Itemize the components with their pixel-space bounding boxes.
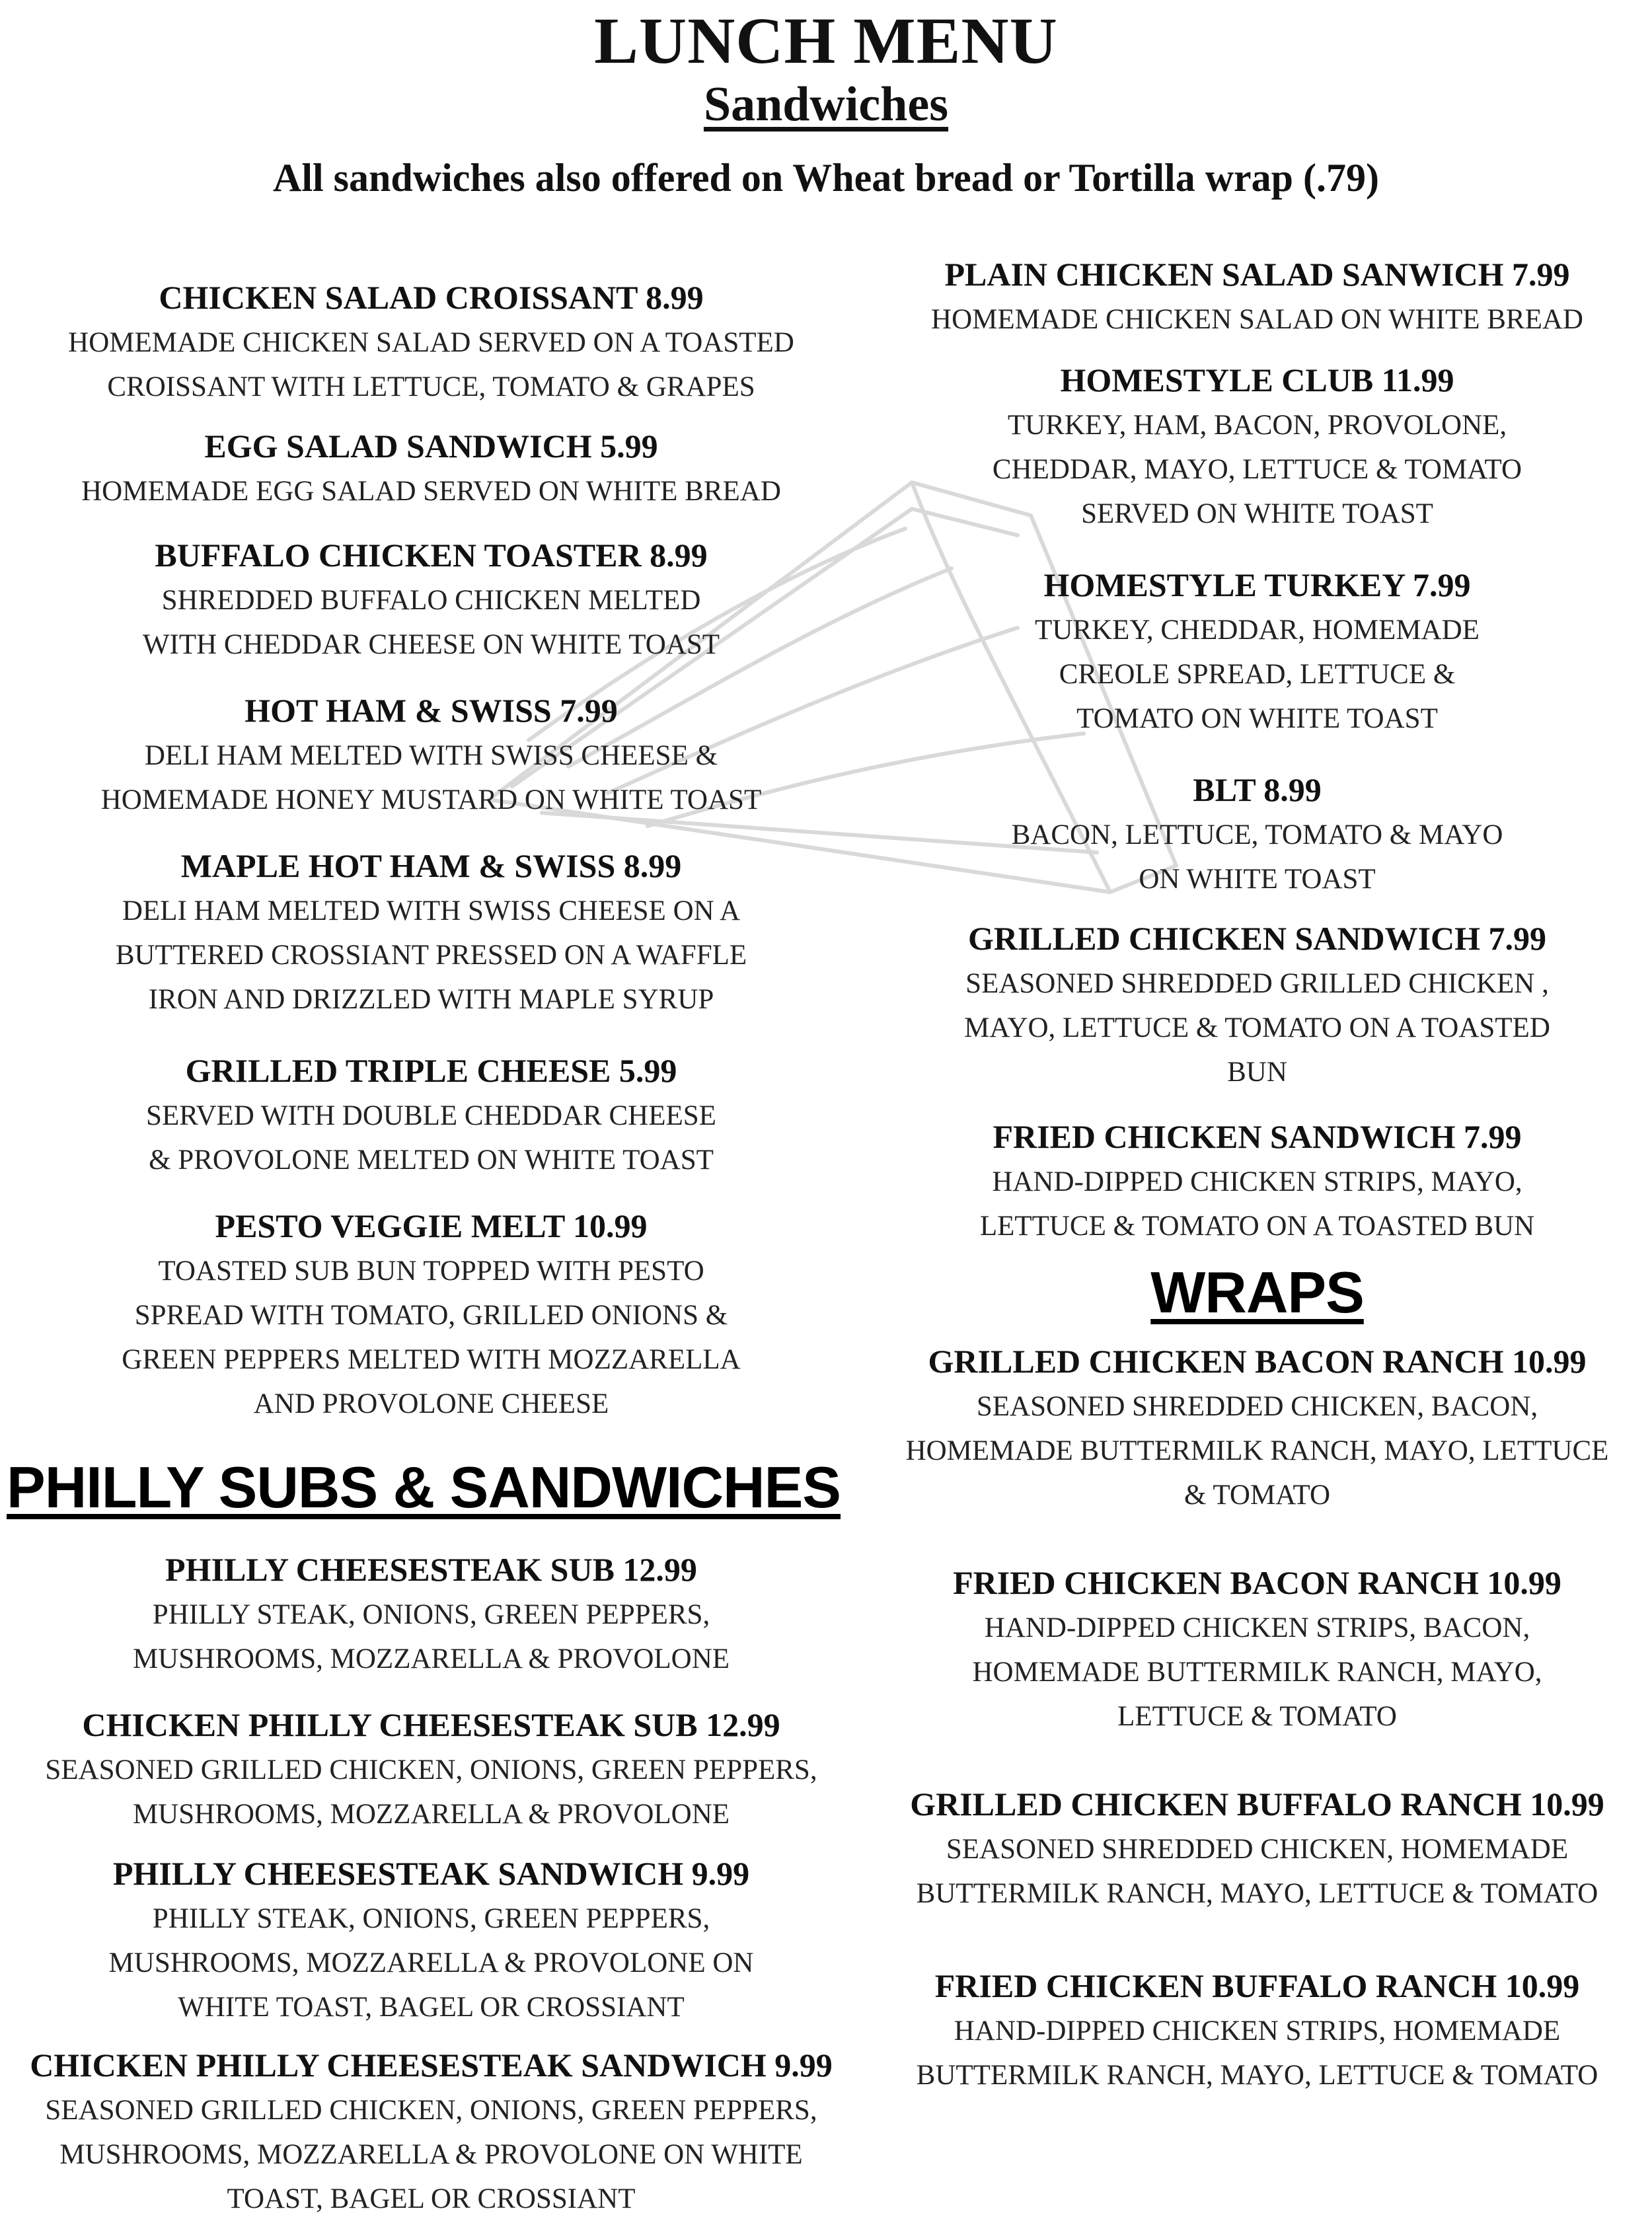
- menu-item-description: [862, 813, 1652, 901]
- menu-item-description: [0, 2088, 862, 2221]
- menu-item-name: EGG SALAD SANDWICH 5.99: [204, 428, 658, 465]
- description-line: BUTTERED CROSSIANT PRESSED ON A WAFFLE: [115, 940, 747, 971]
- description-line: LETTUCE & TOMATO: [1117, 1701, 1397, 1732]
- menu-item-description: [0, 469, 862, 513]
- menu-item: [862, 357, 1652, 536]
- menu-item-name: HOT HAM & SWISS 7.99: [244, 692, 618, 729]
- menu-item: [0, 1702, 862, 1836]
- page-subtitle: Sandwiches: [703, 77, 949, 132]
- menu-item-name: PHILLY CHEESESTEAK SUB 12.99: [165, 1551, 697, 1588]
- description-line: CHEDDAR, MAYO, LETTUCE & TOMATO: [992, 454, 1522, 485]
- description-line: HAND-DIPPED CHICKEN STRIPS, HOMEMADE: [954, 2015, 1561, 2047]
- description-line: TURKEY, CHEDDAR, HOMEMADE: [1035, 615, 1480, 646]
- description-line: TOMATO ON WHITE TOAST: [1076, 703, 1438, 734]
- menu-item-description: [0, 1094, 862, 1182]
- menu-item-name: HOMESTYLE TURKEY 7.99: [1043, 566, 1471, 603]
- description-line: HOMEMADE CHICKEN SALAD SERVED ON A TOASTED: [68, 327, 794, 358]
- description-line: HOMEMADE HONEY MUSTARD ON WHITE TOAST: [100, 784, 762, 815]
- menu-item-description: [862, 608, 1652, 741]
- wraps-section-title: WRAPS: [1150, 1260, 1364, 1325]
- menu-item: [0, 1047, 862, 1182]
- menu-item: [0, 532, 862, 667]
- description-line: SHREDDED BUFFALO CHICKEN MELTED: [161, 585, 701, 616]
- menu-item: [0, 1546, 862, 1681]
- description-line: IRON AND DRIZZLED WITH MAPLE SYRUP: [148, 984, 714, 1015]
- description-line: LETTUCE & TOMATO ON A TOASTED BUN: [979, 1211, 1535, 1242]
- menu-item: [862, 1113, 1652, 1248]
- menu-item-name: GRILLED TRIPLE CHEESE 5.99: [185, 1052, 677, 1089]
- menu-item-description: [862, 1384, 1652, 1517]
- description-line: HOMEMADE EGG SALAD SERVED ON WHITE BREAD: [81, 476, 781, 507]
- menu-item-description: [0, 889, 862, 1022]
- menu-item-description: [862, 1160, 1652, 1248]
- description-line: SEASONED GRILLED CHICKEN, ONIONS, GREEN PEPPERS,: [45, 1754, 817, 1786]
- bread-option-note: All sandwiches also offered on Wheat bread or Tortilla wrap (.79): [273, 156, 1379, 200]
- menu-item: [862, 767, 1652, 901]
- menu-item-name: MAPLE HOT HAM & SWISS 8.99: [180, 847, 682, 884]
- menu-item-name: GRILLED CHICKEN BUFFALO RANCH 10.99: [910, 1786, 1604, 1823]
- description-line: SERVED ON WHITE TOAST: [1081, 498, 1433, 529]
- description-line: SPREAD WITH TOMATO, GRILLED ONIONS &: [134, 1300, 728, 1331]
- menu-item: [862, 562, 1652, 741]
- description-line: BUTTERMILK RANCH, MAYO, LETTUCE & TOMATO: [916, 1878, 1598, 1909]
- menu-item-description: [862, 403, 1652, 536]
- menu-item: [0, 843, 862, 1022]
- menu-item: [0, 1850, 862, 2029]
- description-line: SEASONED GRILLED CHICKEN, ONIONS, GREEN PEPPERS,: [45, 2095, 817, 2126]
- menu-item-name: BLT 8.99: [1193, 771, 1322, 808]
- menu-item-description: [0, 578, 862, 667]
- menu-item-description: [862, 1827, 1652, 1916]
- description-line: CROISSANT WITH LETTUCE, TOMATO & GRAPES: [107, 371, 755, 402]
- description-line: SEASONED SHREDDED CHICKEN, BACON,: [976, 1391, 1538, 1422]
- philly-section-title: PHILLY SUBS & SANDWICHES: [7, 1454, 841, 1520]
- menu-item-name: PLAIN CHICKEN SALAD SANWICH 7.99: [944, 256, 1570, 293]
- menu-item: [0, 687, 862, 822]
- description-line: SERVED WITH DOUBLE CHEDDAR CHEESE: [146, 1100, 716, 1131]
- description-line: & TOMATO: [1183, 1480, 1331, 1511]
- menu-item-name: BUFFALO CHICKEN TOASTER 8.99: [155, 537, 708, 574]
- description-line: HAND-DIPPED CHICKEN STRIPS, BACON,: [984, 1612, 1530, 1643]
- description-line: HOMEMADE BUTTERMILK RANCH, MAYO,: [972, 1657, 1542, 1688]
- menu-item-name: CHICKEN SALAD CROISSANT 8.99: [159, 279, 704, 316]
- menu-item-name: CHICKEN PHILLY CHEESESTEAK SANDWICH 9.99: [30, 2047, 833, 2084]
- menu-item-name: PESTO VEGGIE MELT 10.99: [215, 1207, 648, 1244]
- menu-item-description: [0, 1249, 862, 1426]
- menu-item-name: GRILLED CHICKEN BACON RANCH 10.99: [928, 1343, 1587, 1380]
- menu-item-description: [862, 297, 1652, 342]
- menu-item-name: HOMESTYLE CLUB 11.99: [1060, 361, 1454, 398]
- description-line: HAND-DIPPED CHICKEN STRIPS, MAYO,: [992, 1166, 1522, 1197]
- description-line: TOASTED SUB BUN TOPPED WITH PESTO: [158, 1256, 704, 1287]
- menu-item-description: [0, 734, 862, 822]
- description-line: MUSHROOMS, MOZZARELLA & PROVOLONE: [132, 1643, 730, 1675]
- description-line: & PROVOLONE MELTED ON WHITE TOAST: [149, 1145, 714, 1176]
- menu-item-description: [862, 961, 1652, 1094]
- menu-item-description: [862, 2009, 1652, 2097]
- description-line: GREEN PEPPERS MELTED WITH MOZZARELLA: [122, 1344, 741, 1375]
- description-line: DELI HAM MELTED WITH SWISS CHEESE &: [144, 740, 718, 771]
- menu-item: [862, 1560, 1652, 1739]
- menu-item-description: [0, 320, 862, 409]
- menu-item: [862, 915, 1652, 1094]
- menu-item-name: CHICKEN PHILLY CHEESESTEAK SUB 12.99: [82, 1706, 780, 1743]
- description-line: BUTTERMILK RANCH, MAYO, LETTUCE & TOMATO: [916, 2060, 1598, 2091]
- description-line: MUSHROOMS, MOZZARELLA & PROVOLONE ON WHITE: [59, 2139, 803, 2170]
- description-line: BACON, LETTUCE, TOMATO & MAYO: [1011, 819, 1503, 850]
- menu-item: [0, 1203, 862, 1426]
- menu-item-description: [0, 1897, 862, 2029]
- menu-item-name: GRILLED CHICKEN SANDWICH 7.99: [967, 920, 1547, 957]
- menu-item-description: [0, 1748, 862, 1836]
- description-line: SEASONED SHREDDED CHICKEN, HOMEMADE: [946, 1834, 1569, 1865]
- description-line: HOMEMADE BUTTERMILK RANCH, MAYO, LETTUCE: [905, 1435, 1609, 1466]
- menu-item: [0, 423, 862, 513]
- description-line: AND PROVOLONE CHEESE: [253, 1388, 609, 1419]
- menu-item: [862, 1338, 1652, 1517]
- menu-item-name: FRIED CHICKEN BUFFALO RANCH 10.99: [934, 1967, 1580, 2004]
- description-line: DELI HAM MELTED WITH SWISS CHEESE ON A: [122, 895, 741, 926]
- menu-item-name: FRIED CHICKEN BACON RANCH 10.99: [953, 1564, 1561, 1601]
- description-line: PHILLY STEAK, ONIONS, GREEN PEPPERS,: [152, 1903, 710, 1934]
- description-line: CREOLE SPREAD, LETTUCE &: [1059, 659, 1456, 690]
- menu-item: [862, 1963, 1652, 2097]
- description-line: MAYO, LETTUCE & TOMATO ON A TOASTED: [964, 1012, 1550, 1043]
- description-line: WHITE TOAST, BAGEL OR CROSSIANT: [178, 1992, 685, 2023]
- description-line: TOAST, BAGEL OR CROSSIANT: [227, 2183, 636, 2214]
- description-line: MUSHROOMS, MOZZARELLA & PROVOLONE: [132, 1799, 730, 1830]
- description-line: TURKEY, HAM, BACON, PROVOLONE,: [1007, 410, 1507, 441]
- menu-item: [862, 251, 1652, 342]
- description-line: BUN: [1227, 1057, 1287, 1088]
- description-line: SEASONED SHREDDED GRILLED CHICKEN ,: [965, 968, 1549, 999]
- menu-item-description: [0, 1593, 862, 1681]
- menu-item-name: FRIED CHICKEN SANDWICH 7.99: [993, 1118, 1522, 1155]
- menu-item: [0, 2042, 862, 2221]
- description-line: MUSHROOMS, MOZZARELLA & PROVOLONE ON: [108, 1947, 754, 1978]
- description-line: PHILLY STEAK, ONIONS, GREEN PEPPERS,: [152, 1599, 710, 1630]
- menu-item: [0, 274, 862, 409]
- description-line: ON WHITE TOAST: [1139, 864, 1376, 895]
- menu-item-name: PHILLY CHEESESTEAK SANDWICH 9.99: [112, 1855, 750, 1892]
- page-title: LUNCH MENU: [594, 4, 1058, 77]
- description-line: WITH CHEDDAR CHEESE ON WHITE TOAST: [142, 629, 720, 660]
- menu-item: [862, 1781, 1652, 1916]
- menu-item-description: [862, 1606, 1652, 1739]
- description-line: HOMEMADE CHICKEN SALAD ON WHITE BREAD: [931, 304, 1583, 335]
